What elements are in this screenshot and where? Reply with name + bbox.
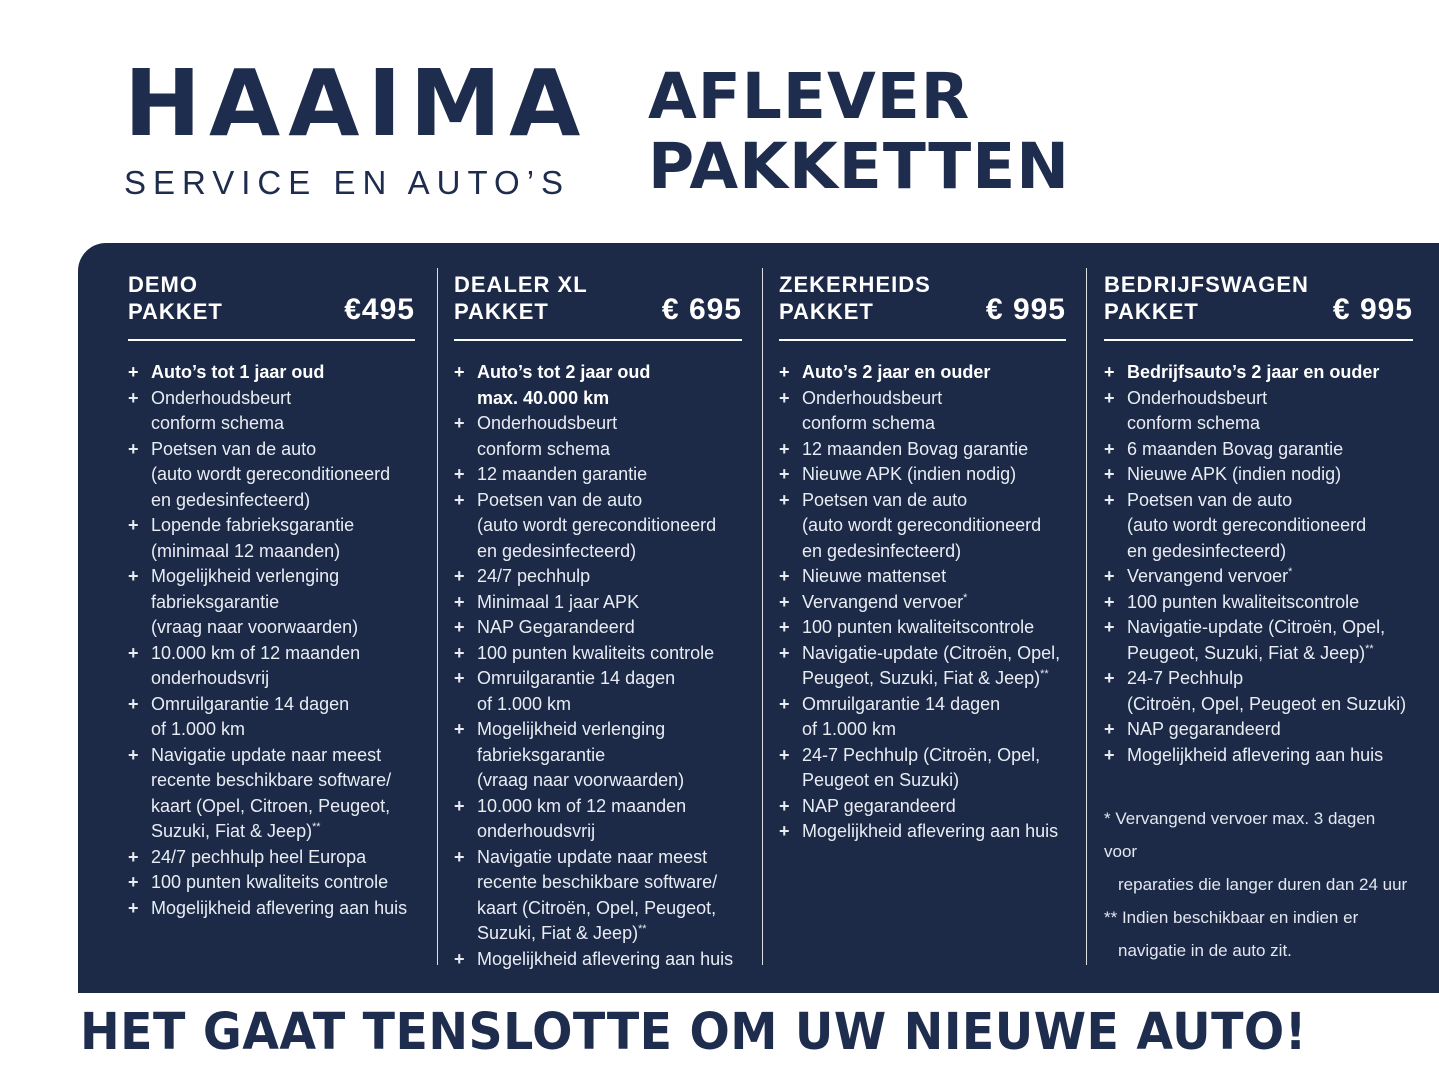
package-item-text (802, 641, 1060, 692)
package-item-line: 6 maanden Bovag garantie (1127, 438, 1344, 459)
package-item-line: Onderhoudsbeurt (1127, 387, 1268, 408)
package-price: €495 (344, 293, 415, 326)
package-item (1104, 615, 1413, 666)
package-item-line: 10.000 km of 12 maanden (477, 795, 687, 816)
footnote-reference: * (1288, 566, 1293, 578)
package-item-line: 24/7 pechhulp (477, 566, 591, 586)
package-item-line: Mogelijkheid verlenging (151, 566, 340, 586)
package-item-text (151, 896, 407, 922)
package-item-text (477, 845, 717, 947)
page-title (648, 62, 1070, 202)
plus-marker: + (1104, 387, 1115, 408)
package-item-line: Bedrijfsauto’s 2 jaar en ouder (1127, 362, 1380, 382)
plus-marker: + (779, 821, 790, 841)
package-item (1104, 666, 1413, 717)
package-item-line: 100 punten kwaliteits controle (477, 642, 715, 663)
column-divider (1086, 268, 1087, 965)
brand-name: HAAIMA (124, 50, 589, 157)
package-item-line: Nieuwe mattenset (802, 566, 947, 586)
package-item-line: (minimaal 12 maanden) (151, 540, 341, 561)
package-item-text (1127, 488, 1366, 565)
package-item (454, 590, 742, 616)
package-item-line: Suzuki, Fiat & Jeep)** (151, 821, 321, 841)
package-item-list (1104, 360, 1413, 768)
package-item (454, 564, 742, 590)
package-item-text (477, 641, 714, 667)
package-name-line: PAKKET (128, 299, 223, 324)
package-item-text (151, 513, 354, 564)
package-item-line: recente beschikbare software/ (477, 872, 718, 892)
package-item-text (151, 386, 291, 437)
package-item (1104, 437, 1413, 463)
package-item-line: Mogelijkheid aflevering aan huis (477, 948, 734, 969)
package-item-line: Omruilgarantie 14 dagen (802, 693, 1001, 714)
plus-marker: + (128, 897, 139, 918)
package-item (779, 437, 1066, 463)
package-item (128, 564, 415, 641)
plus-marker: + (128, 362, 139, 382)
package-item-line: Auto’s 2 jaar en ouder (802, 362, 991, 382)
package-item-text (1127, 666, 1406, 717)
package-item-line: Onderhoudsbeurt (477, 413, 618, 433)
package-item-line: Omruilgarantie 14 dagen (477, 668, 676, 688)
package-item (454, 360, 742, 411)
plus-marker: + (1104, 591, 1115, 612)
plus-marker: + (1104, 464, 1115, 484)
package-item-text (1127, 437, 1343, 463)
package-price: € 695 (661, 293, 742, 326)
package-name (1104, 271, 1309, 325)
plus-marker: + (128, 872, 139, 892)
package-item-line: Poetsen van de auto (802, 489, 968, 510)
package-item-line: fabrieksgarantie (151, 591, 280, 612)
package-item (779, 743, 1066, 794)
packages-panel (78, 243, 1439, 993)
package-item (454, 462, 742, 488)
plus-marker: + (454, 948, 465, 969)
footnotes (1104, 802, 1413, 967)
plus-marker: + (1104, 438, 1115, 459)
package-item (1104, 386, 1413, 437)
plus-marker: + (128, 744, 139, 765)
package-item-line: Omruilgarantie 14 dagen (151, 693, 350, 714)
plus-marker: + (454, 719, 465, 739)
package-item-line: Nieuwe APK (indien nodig) (1127, 464, 1342, 484)
plus-marker: + (454, 668, 465, 688)
plus-marker: + (779, 642, 790, 663)
package-item-text (1127, 615, 1385, 666)
package-item (1104, 488, 1413, 565)
package-item (454, 947, 742, 973)
plus-marker: + (454, 591, 465, 612)
brand-subtitle: SERVICE EN AUTO’S (124, 164, 571, 201)
brand-block (124, 50, 589, 202)
package-item-text (151, 360, 324, 386)
package-item-line: 10.000 km of 12 maanden (151, 642, 361, 663)
package-item-line: 24-7 Pechhulp (1127, 668, 1244, 688)
package-item-line: fabrieksgarantie (477, 744, 606, 765)
package-name-line: PAKKET (779, 299, 874, 324)
package-item-line: 100 punten kwaliteitscontrole (802, 617, 1035, 637)
plus-marker: + (1104, 362, 1115, 382)
package-item-line: en gedesinfecteerd) (1127, 540, 1287, 561)
package-item-list (779, 360, 1066, 845)
package-item-line: Navigatie update naar meest (477, 846, 708, 867)
package-item-line: Navigatie-update (Citroën, Opel, (802, 642, 1061, 663)
package-item-text (477, 411, 617, 462)
package-item-line: conform schema (1127, 413, 1261, 433)
package-name-line: DEMO (128, 272, 198, 297)
package-item (454, 615, 742, 641)
package-item-line: (Citroën, Opel, Peugeot en Suzuki) (1127, 693, 1407, 714)
package-item-text (477, 488, 716, 565)
package-item (779, 794, 1066, 820)
package-item (128, 437, 415, 514)
package-item-text (477, 564, 590, 590)
plus-marker: + (128, 693, 139, 714)
package-item (779, 819, 1066, 845)
plus-marker: + (454, 795, 465, 816)
package-item-line: Navigatie update naar meest (151, 744, 382, 765)
package-item-line: Lopende fabrieksgarantie (151, 515, 355, 535)
package-name (454, 271, 588, 325)
package-header (128, 271, 415, 325)
package-item (779, 386, 1066, 437)
plus-marker: + (1104, 744, 1115, 765)
header-rule (128, 339, 415, 341)
package-item-text (1127, 717, 1281, 743)
package-item (1104, 462, 1413, 488)
package-item-text (802, 819, 1058, 845)
plus-marker: + (779, 489, 790, 510)
package-item-text (1127, 590, 1359, 616)
package-item-line: Navigatie-update (Citroën, Opel, (1127, 617, 1386, 637)
package-item-line: onderhoudsvrij (151, 668, 270, 688)
package-item-text (802, 794, 956, 820)
package-item-text (477, 462, 647, 488)
package-item-text (802, 743, 1040, 794)
package-header (454, 271, 742, 325)
plus-marker: + (779, 591, 790, 612)
plus-marker: + (454, 642, 465, 663)
package-item (128, 513, 415, 564)
package-item (454, 666, 742, 717)
package-item-line: kaart (Opel, Citroen, Peugeot, (151, 795, 391, 816)
package-name-line: PAKKET (1104, 299, 1199, 324)
package-item (128, 360, 415, 386)
package-item-text (151, 845, 366, 871)
package-header (1104, 271, 1413, 325)
package-item (454, 488, 742, 565)
package-item (128, 641, 415, 692)
plus-marker: + (779, 438, 790, 459)
package-item-text (802, 360, 990, 386)
package-item-text (802, 692, 1000, 743)
package-item-line: Vervangend vervoer* (1127, 566, 1293, 586)
package-item (779, 590, 1066, 616)
plus-marker: + (1104, 617, 1115, 637)
package-item (779, 564, 1066, 590)
plus-marker: + (779, 362, 790, 382)
package-item-line: NAP Gegarandeerd (477, 617, 635, 637)
packages-columns (78, 243, 1439, 993)
plus-marker: + (454, 617, 465, 637)
package-item-text (151, 641, 360, 692)
package-item-text (1127, 462, 1341, 488)
package-item-text (477, 666, 675, 717)
package-item (1104, 590, 1413, 616)
package-item-line: (auto wordt gereconditioneerd (151, 464, 391, 484)
package-item (1104, 564, 1413, 590)
package-item-text (151, 692, 349, 743)
package-item (779, 641, 1066, 692)
column-divider (762, 268, 763, 965)
plus-marker: + (454, 566, 465, 586)
package-item (454, 411, 742, 462)
package-item-line: en gedesinfecteerd) (477, 540, 637, 561)
footnote-line: ** Indien beschikbaar en indien er (1104, 908, 1359, 927)
plus-marker: + (128, 846, 139, 867)
plus-marker: + (128, 566, 139, 586)
package-item-text (802, 437, 1028, 463)
package-item-line: en gedesinfecteerd) (151, 489, 311, 510)
package-item-text (1127, 386, 1267, 437)
page-title-line1: AFLEVER (648, 60, 971, 133)
package-item (128, 845, 415, 871)
package-name-line: DEALER XL (454, 272, 588, 297)
package-item-text (151, 437, 390, 514)
package-item-list (128, 360, 415, 921)
package-name-line: BEDRIJFSWAGEN (1104, 272, 1309, 297)
package-item-text (802, 615, 1034, 641)
footnote-line: reparaties die langer duren dan 24 uur (1118, 875, 1408, 894)
package-item (779, 692, 1066, 743)
package-item-text (802, 488, 1041, 565)
package-item (1104, 743, 1413, 769)
package-name (779, 271, 931, 325)
plus-marker: + (1104, 668, 1115, 688)
package-item-line: conform schema (802, 413, 936, 433)
package-item-line: 100 punten kwaliteits controle (151, 872, 389, 892)
plus-marker: + (128, 387, 139, 408)
package-item-line: Mogelijkheid aflevering aan huis (802, 821, 1059, 841)
header-rule (454, 339, 742, 341)
plus-marker: + (454, 846, 465, 867)
package-item-line: Poetsen van de auto (477, 489, 643, 510)
package-item-text (477, 615, 635, 641)
package-item (128, 692, 415, 743)
plus-marker: + (779, 795, 790, 816)
package-item-text (802, 462, 1016, 488)
plus-marker: + (1104, 719, 1115, 739)
package-item-line: Poetsen van de auto (151, 438, 317, 459)
package-item-line: onderhoudsvrij (477, 821, 596, 841)
package-column (1086, 243, 1439, 993)
footnote-reference: ** (1040, 668, 1049, 680)
package-item-line: (vraag naar voorwaarden) (151, 617, 359, 637)
package-item-text (1127, 743, 1383, 769)
package-item (128, 386, 415, 437)
package-item (779, 488, 1066, 565)
package-item (128, 896, 415, 922)
package-column (762, 243, 1086, 993)
package-item-line: Peugeot, Suzuki, Fiat & Jeep)** (802, 668, 1049, 688)
plus-marker: + (779, 693, 790, 714)
footer-tagline: HET GAAT TENSLOTTE OM UW NIEUWE AUTO! (80, 1003, 1307, 1062)
package-item-text (1127, 564, 1292, 590)
package-item-line: (auto wordt gereconditioneerd (477, 515, 717, 535)
footnote-line: navigatie in de auto zit. (1118, 941, 1292, 960)
package-item-line: Onderhoudsbeurt (802, 387, 943, 408)
package-item-line: Auto’s tot 1 jaar oud (151, 362, 325, 382)
package-item-text (477, 947, 733, 973)
package-item-line: (vraag naar voorwaarden) (477, 770, 685, 790)
plus-marker: + (128, 515, 139, 535)
package-item-line: of 1.000 km (151, 719, 246, 739)
footnote-reference: ** (638, 923, 647, 935)
package-item-line: Mogelijkheid verlenging (477, 719, 666, 739)
plus-marker: + (779, 464, 790, 484)
package-item-text (151, 870, 388, 896)
package-name-line: PAKKET (454, 299, 549, 324)
package-item-line: NAP gegarandeerd (802, 795, 956, 816)
package-item-line: Minimaal 1 jaar APK (477, 591, 640, 612)
package-item (128, 743, 415, 845)
package-item-line: Mogelijkheid aflevering aan huis (1127, 744, 1384, 765)
package-item-line: recente beschikbare software/ (151, 770, 392, 790)
footnote-reference: ** (312, 821, 321, 833)
package-item-text (802, 564, 946, 590)
footnote-line: * Vervangend vervoer max. 3 dagen voor (1104, 809, 1376, 861)
plus-marker: + (1104, 566, 1115, 586)
header-rule (1104, 339, 1413, 341)
package-column (78, 243, 437, 993)
package-item-text (1127, 360, 1379, 386)
plus-marker: + (128, 642, 139, 663)
page-title-line2: PAKKETTEN (648, 130, 1070, 203)
package-item-line: en gedesinfecteerd) (802, 540, 962, 561)
package-header (779, 271, 1066, 325)
package-item-line: of 1.000 km (477, 693, 572, 714)
package-item-text (477, 360, 650, 411)
package-item-line: max. 40.000 km (477, 387, 610, 408)
package-name (128, 271, 223, 325)
package-item-line: 12 maanden garantie (477, 464, 648, 484)
package-item (454, 794, 742, 845)
package-item-text (151, 743, 391, 845)
package-item-line: Auto’s tot 2 jaar oud (477, 362, 651, 382)
package-item-line: 24/7 pechhulp heel Europa (151, 846, 367, 867)
package-item-line: 100 punten kwaliteitscontrole (1127, 591, 1360, 612)
package-item (779, 462, 1066, 488)
package-item-line: Suzuki, Fiat & Jeep)** (477, 923, 647, 943)
package-item-line: Nieuwe APK (indien nodig) (802, 464, 1017, 484)
package-item-text (802, 590, 967, 616)
package-item-text (477, 717, 684, 794)
package-item-text (151, 564, 358, 641)
plus-marker: + (779, 387, 790, 408)
package-item (454, 641, 742, 667)
package-item (1104, 717, 1413, 743)
package-item-line: of 1.000 km (802, 719, 897, 739)
package-column (437, 243, 762, 993)
footnote-reference: * (963, 591, 968, 604)
package-item-text (477, 794, 686, 845)
package-item-line: Vervangend vervoer* (802, 591, 968, 612)
package-item-line: Poetsen van de auto (1127, 489, 1293, 510)
package-name-line: ZEKERHEIDS (779, 272, 931, 297)
plus-marker: + (779, 744, 790, 765)
package-item-line: Onderhoudsbeurt (151, 387, 292, 408)
package-item (454, 845, 742, 947)
package-item-line: 24-7 Pechhulp (Citroën, Opel, (802, 744, 1041, 765)
package-item-list (454, 360, 742, 972)
package-item-line: conform schema (477, 438, 611, 459)
package-item (1104, 360, 1413, 386)
plus-marker: + (779, 617, 790, 637)
package-item-line: (auto wordt gereconditioneerd (1127, 515, 1367, 535)
plus-marker: + (454, 464, 465, 484)
package-item-line: Peugeot, Suzuki, Fiat & Jeep)** (1127, 642, 1374, 663)
package-item-line: kaart (Citroën, Opel, Peugeot, (477, 897, 717, 918)
package-item-line: (auto wordt gereconditioneerd (802, 515, 1042, 535)
package-item-text (802, 386, 942, 437)
package-item (454, 717, 742, 794)
package-price: € 995 (1332, 293, 1413, 326)
plus-marker: + (1104, 489, 1115, 510)
package-item-line: conform schema (151, 413, 285, 433)
package-item (128, 870, 415, 896)
footnote-reference: ** (1365, 642, 1374, 655)
plus-marker: + (454, 489, 465, 510)
package-item-line: Peugeot en Suzuki) (802, 770, 960, 790)
plus-marker: + (454, 362, 465, 382)
plus-marker: + (128, 438, 139, 459)
package-item (779, 615, 1066, 641)
column-divider (437, 268, 438, 965)
header-rule (779, 339, 1066, 341)
package-item-line: NAP gegarandeerd (1127, 719, 1281, 739)
plus-marker: + (454, 413, 465, 433)
package-price: € 995 (985, 293, 1066, 326)
package-item (779, 360, 1066, 386)
package-item-text (477, 590, 639, 616)
package-item-line: Mogelijkheid aflevering aan huis (151, 897, 408, 918)
package-item-line: 12 maanden Bovag garantie (802, 438, 1029, 459)
plus-marker: + (779, 566, 790, 586)
